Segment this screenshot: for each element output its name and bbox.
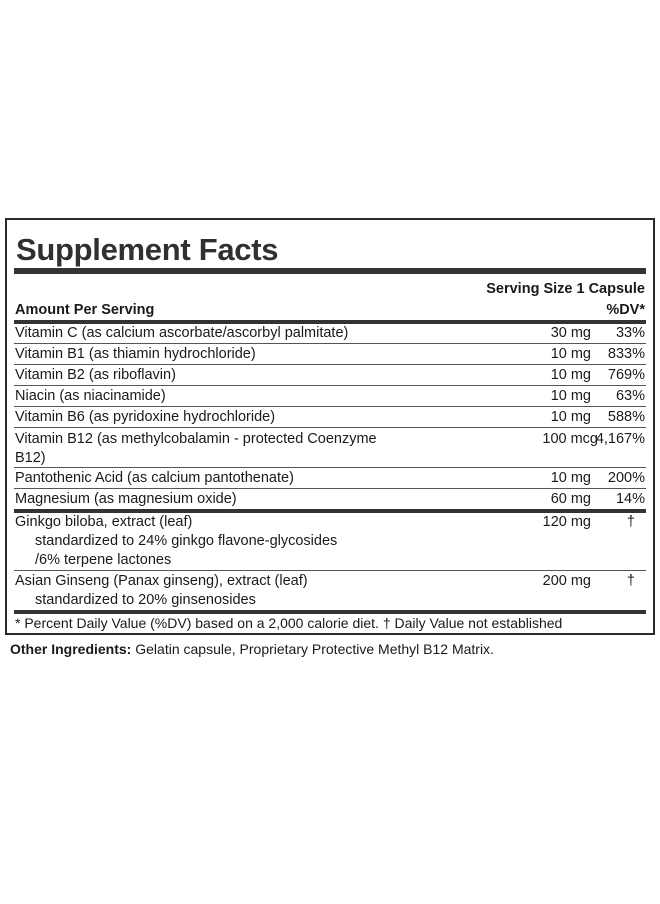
nutrient-amount: 10 mg: [550, 367, 591, 383]
nutrient-amount: 10 mg: [550, 388, 591, 404]
nutrient-amount: 60 mg: [550, 491, 591, 507]
nutrient-amount: 10 mg: [550, 346, 591, 362]
nutrient-name: Pantothenic Acid (as calcium pantothenate): [15, 470, 294, 486]
nutrient-dv: 833%: [607, 346, 645, 362]
nutrient-name: Vitamin B1 (as thiamin hydrochloride): [15, 346, 256, 362]
nutrient-name: Niacin (as niacinamide): [15, 388, 166, 404]
herb-detail-continued: /6% terpene lactones: [35, 552, 172, 568]
panel-title: Supplement Facts: [16, 232, 279, 267]
nutrient-name: Vitamin B2 (as riboflavin): [15, 367, 176, 383]
other-ingredients-text: Gelatin capsule, Proprietary Protective Methyl B12 Matrix.: [131, 641, 494, 657]
nutrient-dv: 33%: [615, 325, 645, 341]
amount-per-serving-header: Amount Per Serving: [15, 302, 155, 318]
herb-amount: 120 mg: [542, 514, 591, 530]
nutrient-name: Magnesium (as magnesium oxide): [15, 491, 237, 507]
serving-size: Serving Size 1 Capsule: [486, 281, 645, 297]
nutrient-amount: 100 mcg: [542, 431, 598, 447]
nutrient-dv: 200%: [607, 470, 645, 486]
nutrient-dv: 588%: [607, 409, 645, 425]
footnote: * Percent Daily Value (%DV) based on a 2,000 calorie diet. † Daily Value not established: [15, 615, 563, 631]
dv-header: %DV*: [606, 302, 645, 318]
herb-name: Asian Ginseng (Panax ginseng), extract (leaf): [15, 573, 308, 589]
nutrient-name-continued: B12): [15, 450, 46, 466]
nutrient-dv: 4,167%: [595, 431, 645, 447]
title-rule: [14, 268, 646, 274]
nutrient-amount: 10 mg: [550, 409, 591, 425]
row-divider: [14, 427, 646, 428]
herb-detail: standardized to 24% ginkgo flavone-glycosides: [35, 533, 338, 549]
nutrient-name: Vitamin C (as calcium ascorbate/ascorbyl palmitate): [15, 325, 349, 341]
nutrient-amount: 10 mg: [550, 470, 591, 486]
herb-name: Ginkgo biloba, extract (leaf): [15, 514, 193, 530]
herb-amount: 200 mg: [542, 573, 591, 589]
other-ingredients: [10, 641, 494, 657]
nutrient-name: Vitamin B6 (as pyridoxine hydrochloride): [15, 409, 276, 425]
nutrient-amount: 30 mg: [550, 325, 591, 341]
nutrient-dv: 14%: [615, 491, 645, 507]
nutrient-dv: 63%: [615, 388, 645, 404]
herb-dv: †: [626, 573, 635, 589]
herb-dv: †: [626, 514, 635, 530]
nutrient-dv: 769%: [607, 367, 645, 383]
nutrient-name: Vitamin B12 (as methylcobalamin - protected Coenzyme: [15, 431, 377, 447]
herb-detail: standardized to 20% ginsenosides: [35, 592, 256, 608]
other-ingredients-label: Other Ingredients:: [10, 641, 132, 657]
supplement-facts-panel: [5, 218, 655, 635]
